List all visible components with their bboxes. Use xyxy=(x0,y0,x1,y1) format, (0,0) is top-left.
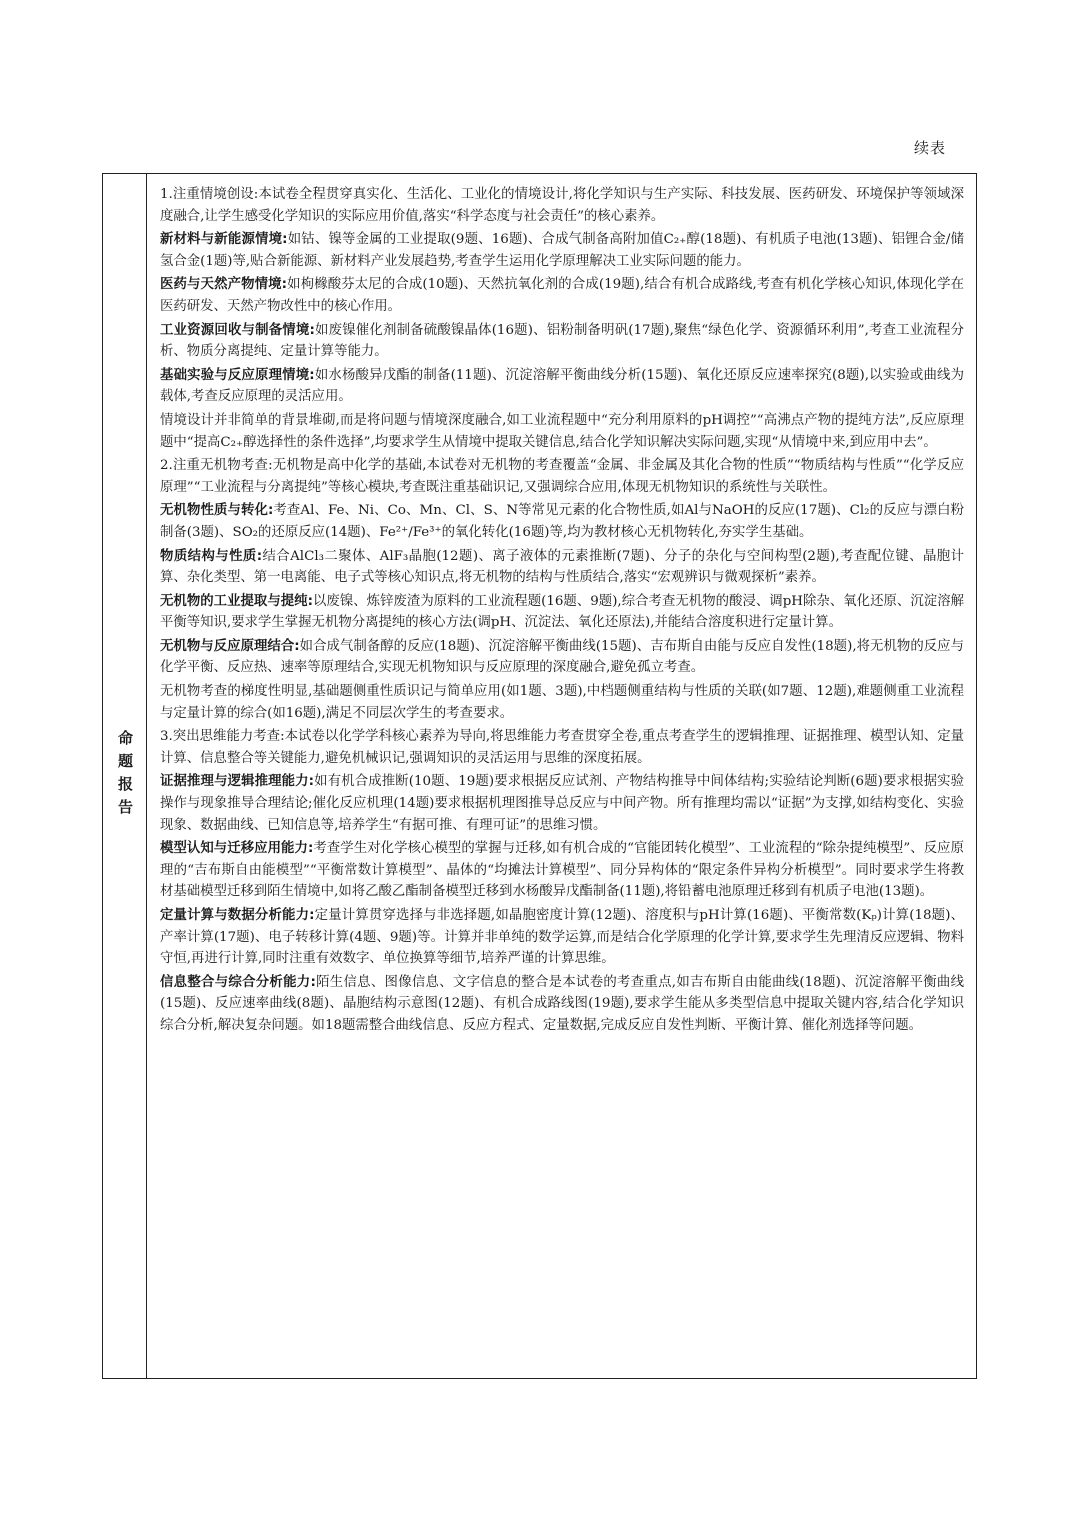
paragraph-information: 信息整合与综合分析能力:陌生信息、图像信息、文字信息的整合是本试卷的考查重点,如吉布斯自由能曲线(18题)、沉淀溶解平衡曲线(15题)、反应速率曲线(8题)、晶胞结构示意图(12题)、有机合成路线图(19题),要求学生能从多类型信息中提取关键内容,结合化学知识综合分析,解决复杂问题。如18题需整合曲线信息、反应方程式、定量数据,完成反应自发性判断、平衡计算、催化剂选择等问题。 xyxy=(160,974,964,1033)
paragraph-new-materials: 新材料与新能源情境:如钴、镍等金属的工业提取(9题、16题)、合成气制备高附加值C₂₊醇(18题)、有机质子电池(13题)、铝锂合金/储氢合金(1题)等,贴合新能源、新材料产业发展趋势,考查学生运用化学原理解决工业实际问题的能力。 xyxy=(160,232,964,269)
side-label: 命题报告 xyxy=(116,730,134,822)
report-table xyxy=(102,173,977,1379)
paragraph-gradient: 无机物考查的梯度性明显,基础题侧重性质识记与简单应用(如1题、3题),中档题侧重结构与性质的关联(如7题、12题),难题侧重工业流程与定量计算的综合(如16题),满足不同层次学生的考查要求。 xyxy=(160,684,964,721)
paragraph-intro-3: 3.突出思维能力考查:本试卷以化学学科核心素养为导向,将思维能力考查贯穿全卷,重点考查学生的逻辑推理、证据推理、模型认知、定量计算、信息整合等关键能力,避免机械识记,强调知识的灵活运用与思维的深度拓展。 xyxy=(160,729,964,766)
paragraph-quantitative: 定量计算与数据分析能力:定量计算贯穿选择与非选择题,如晶胞密度计算(12题)、溶度积与pH计算(16题)、平衡常数(Kₚ)计算(18题)、产率计算(17题)、电子转移计算(4题、9题)等。计算并非单纯的数学运算,而是结合化学原理的化学计算,要求学生先理清反应逻辑、物料守恒,再进行计算,同时注重有效数字、单位换算等细节,培养严谨的计算思维。 xyxy=(160,908,964,967)
paragraph-industrial-recycling: 工业资源回收与制备情境:如废镍催化剂制备硫酸镍晶体(16题)、铝粉制备明矾(17题),聚焦“绿色化学、资源循环利用”,考查工业流程分析、物质分离提纯、定量计算等能力。 xyxy=(160,322,964,360)
paragraph-medicine: 医药与天然产物情境:如枸橼酸芬太尼的合成(10题)、天然抗氧化剂的合成(19题),结合有机合成路线,考查有机化学核心知识,体现化学在医药研发、天然产物改性中的核心作用。 xyxy=(160,277,964,314)
continued-label: 续表 xyxy=(913,139,946,157)
paragraph-reaction-principle: 无机物与反应原理结合:如合成气制备醇的反应(18题)、沉淀溶解平衡曲线(15题)、吉布斯自由能与反应自发性(18题),将无机物的反应与化学平衡、反应热、速率等原理结合,实现无机物知识与反应原理的深度融合,避免孤立考查。 xyxy=(160,638,964,676)
paragraph-situation-summary: 情境设计并非简单的背景堆砌,而是将问题与情境深度融合,如工业流程题中“充分利用原料的pH调控”“高沸点产物的提纯方法”,反应原理题中“提高C₂₊醇选择性的条件选择”,均要求学生从情境中提取关键信息,结合化学知识解决实际问题,实现“从情境中来,到应用中去”。 xyxy=(160,412,964,450)
paragraph-intro-2: 2.注重无机物考查:无机物是高中化学的基础,本试卷对无机物的考查覆盖“金属、非金属及其化合物的性质”“物质结构与性质”“化学反应原理”“工业流程与分离提纯”等核心模块,考查既注重基础识记,又强调综合应用,体现无机物知识的系统性与关联性。 xyxy=(160,458,964,495)
paragraph-basic-experiment: 基础实验与反应原理情境:如水杨酸异戊酯的制备(11题)、沉淀溶解平衡曲线分析(15题)、氧化还原反应速率探究(8题),以实验或曲线为载体,考查反应原理的灵活应用。 xyxy=(160,367,964,405)
paragraph-evidence-reasoning: 证据推理与逻辑推理能力:如有机合成推断(10题、19题)要求根据反应试剂、产物结构推导中间体结构;实验结论判断(6题)要求根据实验操作与现象推导合理结论;催化反应机理(14题)要求根据机理图推导总反应与中间产物。所有推理均需以“证据”为支撑,如结构变化、实验现象、数据曲线、已知信息等,培养学生“有据可推、有理可证”的思维习惯。 xyxy=(160,774,964,833)
report-content xyxy=(147,174,976,1378)
paragraph-inorganic-properties: 无机物性质与转化:考查Al、Fe、Ni、Co、Mn、Cl、S、N等常见元素的化合物性质,如Al与NaOH的反应(17题)、Cl₂的反应与漂白粉制备(3题)、SO₂的还原反应(14题)、Fe²⁺/Fe³⁺的氧化转化(16题)等,均为教材核心无机物转化,夯实学生基础。 xyxy=(160,503,964,540)
paragraph-structure: 物质结构与性质:结合AlCl₃二聚体、AlF₃晶胞(12题)、离子液体的元素推断(7题)、分子的杂化与空间构型(2题),考查配位键、晶胞计算、杂化类型、第一电离能、电子式等核心知识点,将无机物的结构与性质结合,落实“宏观辨识与微观探析”素养。 xyxy=(160,548,964,586)
side-column xyxy=(103,174,147,1378)
paragraph-intro-1: 1.注重情境创设:本试卷全程贯穿真实化、生活化、工业化的情境设计,将化学知识与生产实际、科技发展、医药研发、环境保护等领域深度融合,让学生感受化学知识的实际应用价值,落实“科学态度与社会责任”的核心素养。 xyxy=(160,187,964,224)
paragraph-model-cognition: 模型认知与迁移应用能力:考查学生对化学核心模型的掌握与迁移,如有机合成的“官能团转化模型”、工业流程的“除杂提纯模型”、反应原理的“吉布斯自由能模型”“平衡常数计算模型”、晶体的“均摊法计算模型”、同分异构体的“限定条件异构分析模型”。同时要求学生将教材基础模型迁移到陌生情境中,如将乙酸乙酯制备模型迁移到水杨酸异戊酯制备(11题),将铅蓄电池原理迁移到有机质子电池(13题)。 xyxy=(160,841,965,900)
paragraph-industrial-extraction: 无机物的工业提取与提纯:以废镍、炼锌废渣为原料的工业流程题(16题、9题),综合考查无机物的酸浸、调pH除杂、氧化还原、沉淀溶解平衡等知识,要求学生掌握无机物分离提纯的核心方法(调pH、沉淀法、氧化还原法),并能结合溶度积进行定量计算。 xyxy=(160,593,965,631)
